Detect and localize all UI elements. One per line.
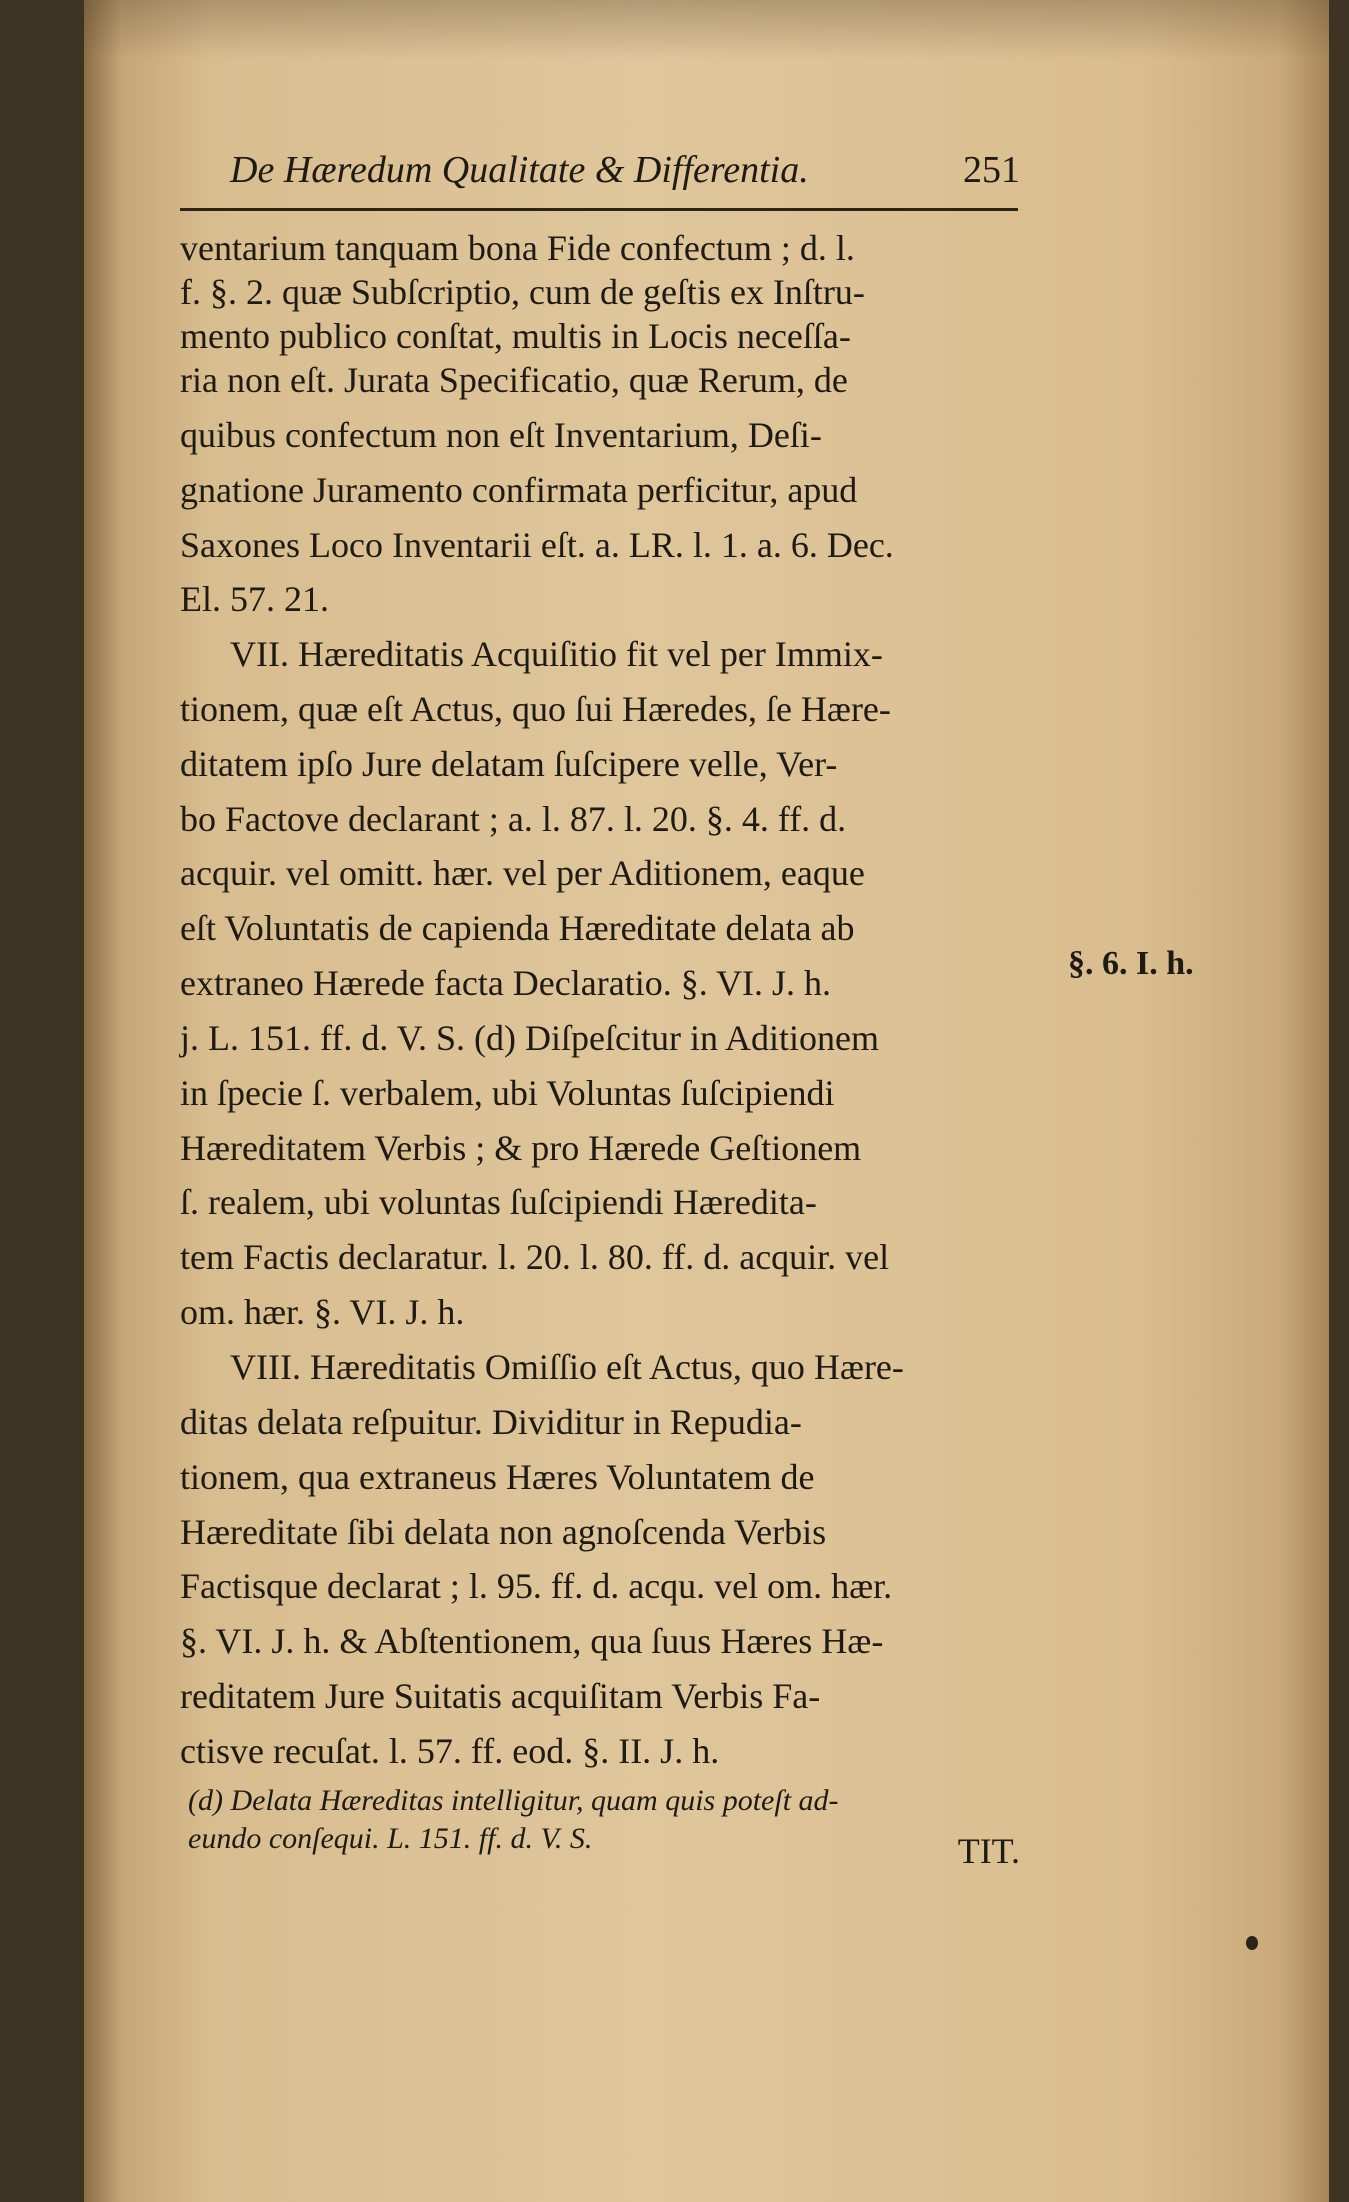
text-line: f. §. 2. quæ Subſcriptio, cum de geſtis ex Inſtru- (180, 272, 865, 312)
text-line: om. hær. §. VI. J. h. (180, 1292, 465, 1332)
running-title: De Hæredum Qualitate & Differentia. (230, 149, 809, 191)
footnote-line: eundo conſequi. L. 151. ff. d. V. S. (188, 1822, 593, 1855)
header-rule (180, 208, 1018, 211)
page-shadow (84, 0, 1329, 60)
text-line: VIII. Hæreditatis Omiſſio eſt Actus, quo Hære- (230, 1347, 904, 1387)
text-line: tem Factis declaratur. l. 20. l. 80. ff. d. acquir. vel (180, 1237, 890, 1277)
text-line: extraneo Hærede facta Declaratio. §. VI. J. h. (180, 963, 832, 1003)
catchword: TIT. (957, 1831, 1020, 1871)
text-line: Saxones Loco Inventarii eſt. a. LR. l. 1. a. 6. Dec. (180, 525, 894, 565)
text-line: ſ. realem, ubi voluntas ſuſcipiendi Hæredita- (180, 1182, 817, 1222)
text-line: El. 57. 21. (180, 579, 329, 619)
text-line: Hæreditate ſibi delata non agnoſcenda Verbis (180, 1512, 827, 1552)
text-line: tionem, quæ eſt Actus, quo ſui Hæredes, ſe Hære- (180, 689, 891, 729)
text-line: in ſpecie ſ. verbalem, ubi Voluntas ſuſcipiendi (180, 1073, 835, 1113)
text-line: quibus confectum non eſt Inventarium, Deſi- (180, 415, 822, 455)
text-line: mento publico conſtat, multis in Locis neceſſa- (180, 316, 851, 356)
text-line: gnatione Juramento confirmata perficitur, apud (180, 470, 858, 510)
ink-spot (1246, 1936, 1258, 1950)
text-line: §. VI. J. h. & Abſtentionem, qua ſuus Hæres Hæ- (180, 1621, 884, 1661)
text-line: ventarium tanquam bona Fide confectum ; d. l. (180, 228, 855, 268)
page-number: 251 (963, 149, 1020, 191)
text-line: j. L. 151. ff. d. V. S. (d) Diſpeſcitur in Aditionem (180, 1018, 879, 1058)
text-line: tionem, qua extraneus Hæres Voluntatem de (180, 1457, 815, 1497)
text-line: ditas delata reſpuitur. Dividitur in Repudia- (180, 1402, 802, 1442)
text-line: VII. Hæreditatis Acquiſitio fit vel per Immix- (230, 634, 883, 674)
text-line: Hæreditatem Verbis ; & pro Hærede Geſtionem (180, 1128, 862, 1168)
text-line: ditatem ipſo Jure delatam ſuſcipere velle, Ver- (180, 744, 838, 784)
text-line: Factisque declarat ; l. 95. ff. d. acqu. vel om. hær. (180, 1566, 893, 1606)
text-line: reditatem Jure Suitatis acquiſitam Verbis Fa- (180, 1676, 821, 1716)
text-line: acquir. vel omitt. hær. vel per Aditionem, eaque (180, 853, 865, 893)
text-line: ria non eſt. Jurata Specificatio, quæ Rerum, de (180, 360, 848, 400)
margin-note: §. 6. I. h. (1068, 945, 1194, 982)
footnote-line: (d) Delata Hæreditas intelligitur, quam quis poteſt ad- (188, 1784, 839, 1817)
text-line: ctisve recuſat. l. 57. ff. eod. §. II. J. h. (180, 1731, 720, 1771)
text-line: bo Factove declarant ; a. l. 87. l. 20. §. 4. ff. d. (180, 799, 847, 839)
running-header (230, 148, 1020, 192)
text-line: eſt Voluntatis de capienda Hæreditate delata ab (180, 908, 855, 948)
